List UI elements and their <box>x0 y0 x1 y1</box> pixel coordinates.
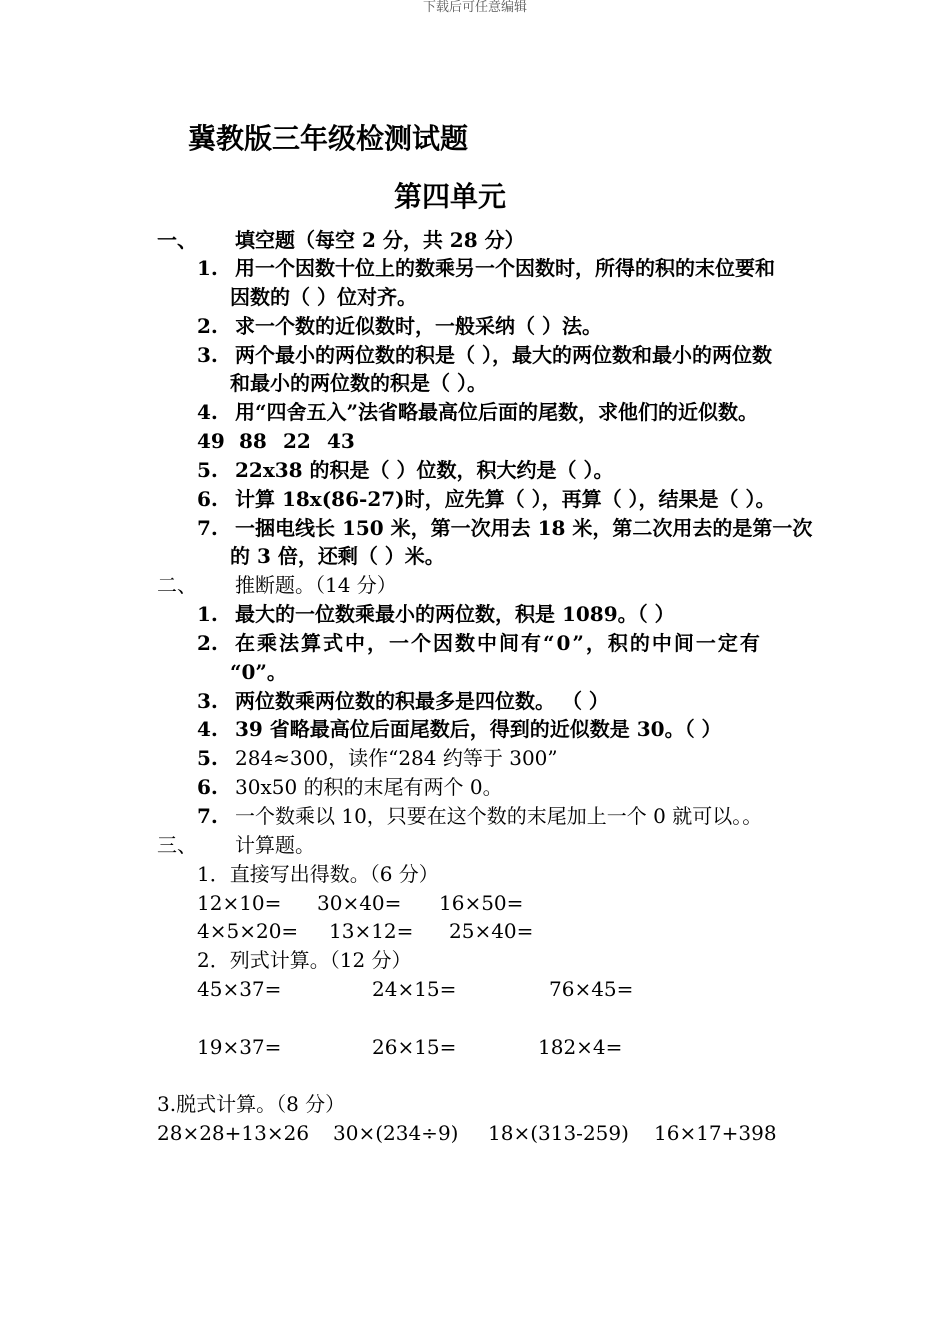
section-label: 计算题。 <box>235 833 315 857</box>
subsection-label: 2．列式计算。（12 分） <box>197 948 412 972</box>
question-item: 3. 两位数乘两位数的积最多是四位数。 （ ） <box>197 689 609 713</box>
section-heading-calculation <box>157 831 315 859</box>
question-item: 1. 最大的一位数乘最小的两位数，积是 1089。（ ） <box>197 602 675 626</box>
question-item: 4. 39 省略最高位后面尾数后，得到的近似数是 30。（ ） <box>197 717 722 741</box>
section-number: 二、 <box>157 573 197 597</box>
calculation-expression: 182×4= <box>538 1035 623 1059</box>
calculation-expression: 13×12= <box>329 919 414 943</box>
calculation-expression: 19×37= <box>197 1035 282 1059</box>
question-item: 6. 计算 18x(86-27)时，应先算（ ），再算（ ），结果是（ ）。 <box>197 487 776 511</box>
calculation-expression: 16×50= <box>439 891 524 915</box>
page-title: 冀教版三年级检测试题 <box>188 122 469 155</box>
calculation-expression: 4×5×20= <box>197 919 299 943</box>
question-item-continued: “0”。 <box>230 660 287 684</box>
question-item-continued: 因数的（ ）位对齐。 <box>230 285 417 309</box>
calculation-expression: 16×17+398 <box>654 1121 777 1145</box>
calculation-expression: 76×45= <box>549 977 634 1001</box>
calculation-expression: 28×28+13×26 <box>157 1121 310 1145</box>
question-item: 7. 一个数乘以 10，只要在这个数的末尾加上一个 0 就可以。。 <box>197 804 763 828</box>
calculation-expression: 45×37= <box>197 977 282 1001</box>
calculation-expression: 30×(234÷9) <box>333 1121 459 1145</box>
section-number: 三、 <box>157 833 197 857</box>
question-item: 5. 22x38 的积是（ ）位数，积大约是（ ）。 <box>197 458 614 482</box>
calculation-expression: 24×15= <box>372 977 457 1001</box>
number-value: 22 <box>283 429 311 453</box>
section-label: 推断题。（14 分） <box>235 573 397 597</box>
question-item: 4. 用“四舍五入”法省略最高位后面的尾数，求他们的近似数。 <box>197 400 759 424</box>
question-item-continued: 和最小的两位数的积是（ ）。 <box>230 371 487 395</box>
calculation-expression: 12×10= <box>197 891 282 915</box>
question-item: 3. 两个最小的两位数的积是（ ），最大的两位数和最小的两位数 <box>197 343 772 367</box>
calculation-expression: 25×40= <box>449 919 534 943</box>
question-item: 2. 在乘法算式中，一个因数中间有“0”，积的中间一定有 <box>197 631 762 655</box>
question-item: 1. 用一个因数十位上的数乘另一个因数时，所得的积的末位要和 <box>197 256 775 280</box>
question-item-continued: 的 3 倍，还剩（ ）米。 <box>230 544 445 568</box>
subsection-label: 3.脱式计算。（8 分） <box>157 1092 346 1116</box>
number-value: 43 <box>327 429 355 453</box>
unit-subtitle: 第四单元 <box>393 180 506 213</box>
question-item: 5. 284≈300，读作“284 约等于 300” <box>197 746 558 770</box>
section-label: 填空题（每空 2 分，共 28 分） <box>235 228 525 252</box>
question-item: 2. 求一个数的近似数时，一般采纳（ ）法。 <box>197 314 602 338</box>
calculation-expression: 30×40= <box>317 891 402 915</box>
section-heading-judgment <box>157 571 397 599</box>
section-heading-fill-blank <box>157 226 525 254</box>
calculation-expression: 18×(313-259) <box>488 1121 629 1145</box>
subsection-label: 1．直接写出得数。（6 分） <box>197 862 439 886</box>
section-number: 一、 <box>157 228 197 252</box>
question-item: 6. 30x50 的积的末尾有两个 0。 <box>197 775 503 799</box>
number-value: 88 <box>239 429 267 453</box>
calculation-expression: 26×15= <box>372 1035 457 1059</box>
number-value: 49 <box>197 429 225 453</box>
header-note: 下载后可任意编辑 <box>422 0 527 15</box>
question-item: 7. 一捆电线长 150 米，第一次用去 18 米，第二次用去的是第一次 <box>197 516 813 540</box>
